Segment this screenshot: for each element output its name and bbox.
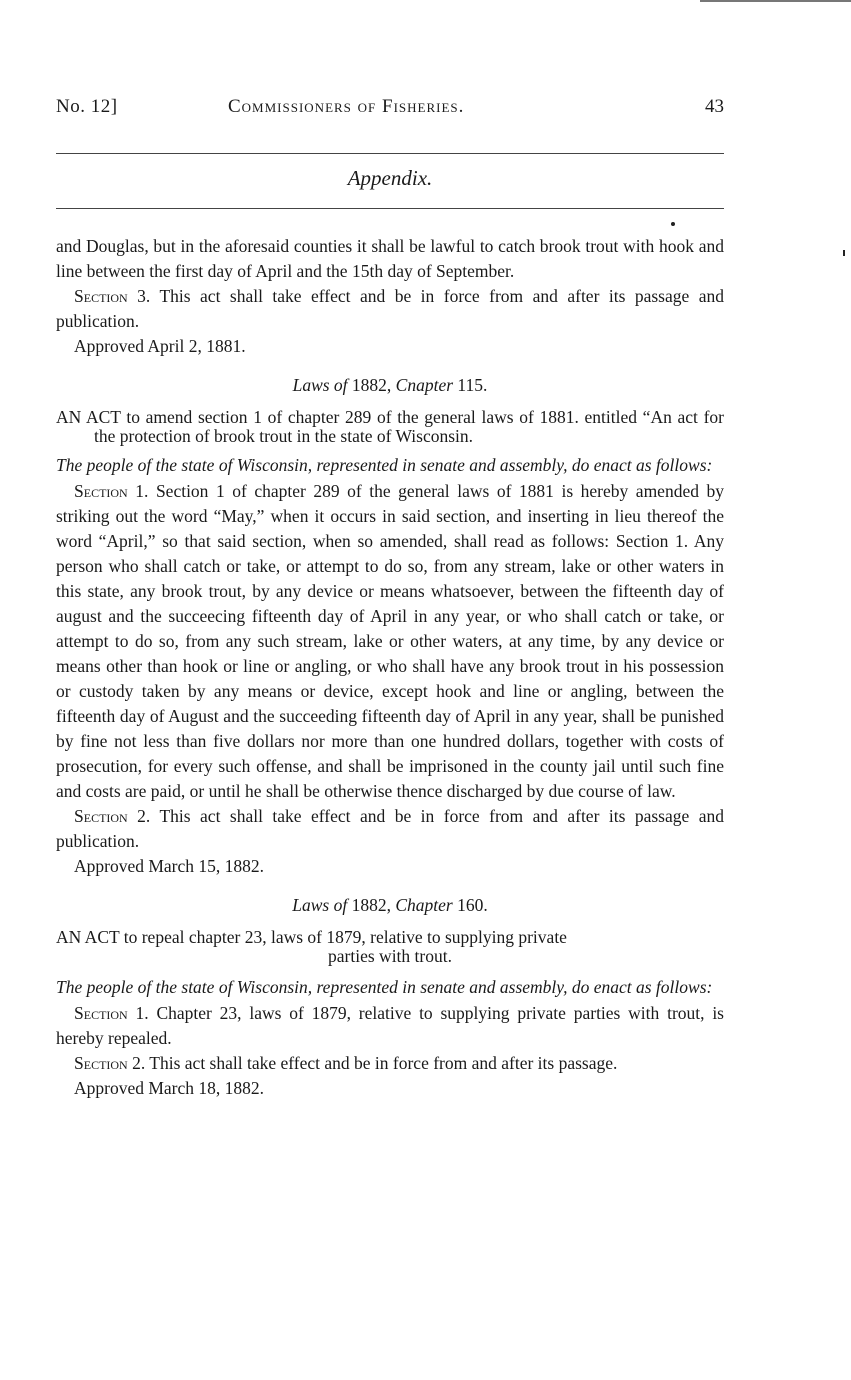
section-rule (56, 208, 724, 209)
heading-prefix: Laws of (292, 895, 348, 915)
section-paragraph (56, 1001, 724, 1051)
running-title: Commissioners of Fisheries. (228, 96, 465, 117)
scan-edge-mark (700, 0, 851, 2)
section-text: Chapter 23, laws of 1879, relative to supplying private parties with trout, is hereby repealed. (56, 1003, 724, 1048)
section-paragraph (56, 479, 724, 804)
heading-chapter: Cnapter (395, 375, 454, 395)
page-number: 43 (705, 96, 724, 117)
header-rule (56, 153, 724, 154)
heading-year: 1882, (351, 375, 392, 395)
heading-chapter: Chapter (395, 895, 453, 915)
law-heading (56, 893, 724, 918)
document-number: No. 12] (56, 96, 118, 117)
continued-paragraph: and Douglas, but in the aforesaid counties it shall be lawful to catch brook trout with hook and line between the first day of April and the 15th day of September. (56, 236, 724, 281)
section-title: Appendix. (347, 166, 433, 190)
approval-line: Approved March 15, 1882. (74, 856, 265, 876)
section-label: Section 1. (74, 481, 149, 501)
running-header (56, 96, 724, 126)
section-text: Section 1 of chapter 289 of the general laws of 1881 is hereby amended by striking out the word “May,” when it occurs in said section, and inserting in lieu thereof the word “April,” so that said section, when so amended, shall read as follows: Section 1. Any person who shall catch or take, or attempt to do so, from any stream, lake or other waters in this state, any brook trout, by any device or means whatsoever, between the fifteenth day of august and the succeecing fifteenth day of April in any year, or who shall catch or take, or attempt to do so, from any such stream, lake or other waters, at any time, by any device or means other than hook or line or angling, or who shall have any brook trout in his possession or custody taken by any means or device, except hook and line or angling, between the fifteenth day of August and the succeeding fifteenth day of April in any year, shall be punished by fine not less than five dollars nor more than one hundred dollars, together with costs of prosecution, for every such offense, and shall be imprisoned in the county jail until such fine and costs are paid, or until he shall be otherwise thence discharged by due course of law. (56, 481, 725, 801)
act-title: AN ACT to amend section 1 of chapter 289 of the general laws of 1881. entitled “An act for the protection of brook trout in the state of Wisconsin. (56, 407, 724, 446)
approval-line: Approved April 2, 1881. (74, 336, 246, 356)
act-title (56, 928, 724, 966)
heading-number: 160. (457, 895, 488, 915)
act-title-line: parties with trout. (328, 946, 452, 966)
section-paragraph (56, 284, 724, 334)
section-text: This act shall take effect and be in force from and after its passage and publication. (56, 286, 725, 331)
section-label: Section 2. (74, 806, 151, 826)
document-body (56, 234, 724, 1101)
heading-number: 115. (457, 375, 488, 395)
section-text: This act shall take effect and be in force from and after its passage. (149, 1053, 618, 1073)
section-label: Section 1. (74, 1003, 149, 1023)
section-text: This act shall take effect and be in force from and after its passage and publication. (56, 806, 725, 851)
act-title-line: AN ACT to repeal chapter 23, laws of 1879, relative to supplying private (56, 927, 567, 947)
section-paragraph (56, 804, 724, 854)
ink-speck (843, 250, 845, 256)
enacting-clause: The people of the state of Wisconsin, represented in senate and assembly, do enact as follows: (56, 455, 713, 475)
heading-year: 1882, (351, 895, 391, 915)
law-heading (56, 373, 724, 398)
approval-line: Approved March 18, 1882. (74, 1078, 265, 1098)
section-label: Section 3. (74, 286, 151, 306)
ink-speck (671, 222, 675, 226)
enacting-clause: The people of the state of Wisconsin, represented in senate and assembly, do enact as follows: (56, 977, 713, 997)
section-label: Section 2. (74, 1053, 146, 1073)
heading-prefix: Laws of (292, 375, 348, 395)
section-paragraph (56, 1051, 724, 1076)
